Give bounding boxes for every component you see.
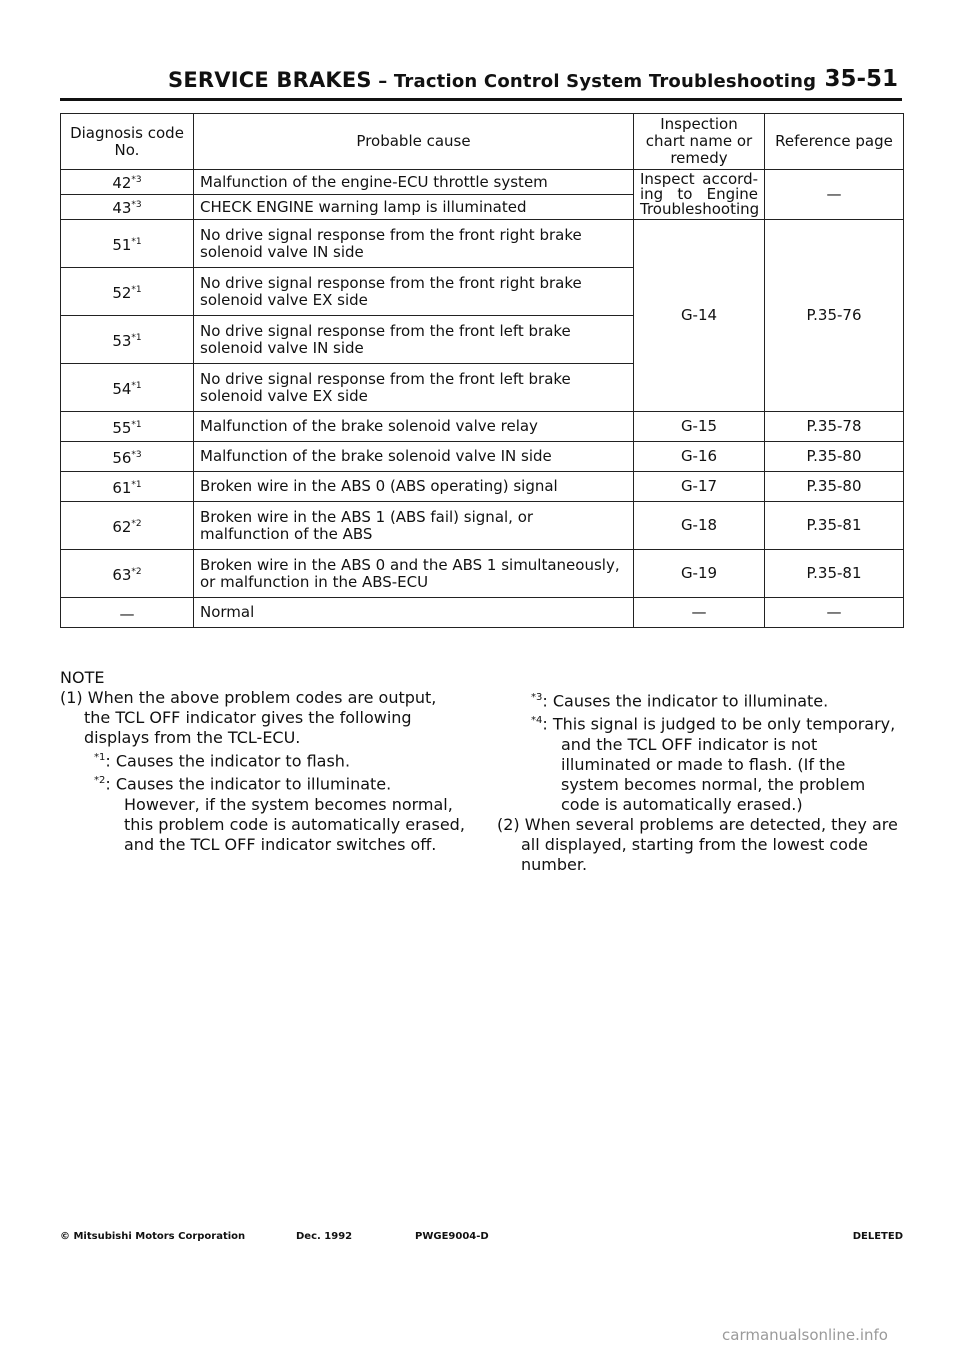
column-header: Reference page [765,114,904,170]
cause-cell: Malfunction of the brake solenoid valve IN side [194,442,634,472]
cause-cell: No drive signal response from the front right brake solenoid valve EX side [194,268,634,316]
note-star-3: $^{*3}$: Causes the indicator to illuminate. [531,691,829,711]
column-header: Probable cause [194,114,634,170]
title-separator: – [371,71,394,92]
table-row [61,412,904,442]
code-cell: 56$^{*3}$ [61,442,194,472]
note-star-4: $^{*4}$: This signal is judged to be only temporary, and the TCL OFF indicator is not illuminated or made to flash. (If the system becomes normal, the problem code is automatically erased.) [531,714,896,814]
cause-cell: Malfunction of the brake solenoid valve relay [194,412,634,442]
chart-cell: — [634,598,765,628]
note-star-2: $^{*2}$: Causes the indicator to illuminate. However, if the system becomes normal, this problem code is automatically erased, and the TCL OFF indicator switches off. [94,774,465,854]
watermark: carmanualsonline.info [722,1326,888,1344]
table-row [61,598,904,628]
title-subtitle: Traction Control System Troubleshooting [393,71,817,92]
ref-cell: — [765,598,904,628]
ref-cell: P.35-81 [765,502,904,550]
code-cell: 51$^{*1}$ [61,220,194,268]
footer-date: Dec. 1992 [296,1231,353,1242]
table-row [61,550,904,598]
cause-cell: Normal [194,598,634,628]
document-code: PWGE9004-D [415,1231,489,1242]
note-heading: NOTE [60,668,105,687]
status-label: DELETED [852,1231,903,1242]
cause-cell: No drive signal response from the front left brake solenoid valve IN side [194,316,634,364]
note-left-column [60,668,465,855]
page-header [60,66,902,101]
ref-cell: P.35-76 [765,220,904,412]
cause-cell: Broken wire in the ABS 0 (ABS operating) signal [194,472,634,502]
chart-cell: G-14 [634,220,765,412]
code-cell: 61$^{*1}$ [61,472,194,502]
note-item-1: (1) When the above problem codes are output, the TCL OFF indicator gives the following displays from the TCL-ECU. [60,688,437,747]
column-header: Diagnosis code No. [61,114,194,170]
chart-cell: G-18 [634,502,765,550]
ref-cell: P.35-80 [765,472,904,502]
table-row [61,220,904,268]
cause-cell: Malfunction of the engine-ECU throttle system [194,170,634,195]
cause-cell: No drive signal response from the front left brake solenoid valve EX side [194,364,634,412]
code-cell: 62$^{*2}$ [61,502,194,550]
code-cell: 53$^{*1}$ [61,316,194,364]
code-cell: — [61,598,194,628]
diagnosis-table [60,113,904,628]
copyright: © Mitsubishi Motors Corporation [60,1231,246,1242]
page-title [168,68,816,92]
chart-cell: G-15 [634,412,765,442]
code-cell: 54$^{*1}$ [61,364,194,412]
cause-cell: CHECK ENGINE warning lamp is illuminated [194,195,634,220]
ref-cell: P.35-81 [765,550,904,598]
ref-cell: — [765,170,904,220]
code-cell: 52$^{*1}$ [61,268,194,316]
title-main: SERVICE BRAKES [168,68,372,92]
chart-cell: G-16 [634,442,765,472]
column-header: Inspection chart name or remedy [634,114,765,170]
code-cell: 63$^{*2}$ [61,550,194,598]
chart-cell: Inspect accord- ing to Engine Troubleshooting [634,170,765,220]
note-item-2: (2) When several problems are detected, they are all displayed, starting from the lowest code number. [497,814,898,874]
table-row [61,502,904,550]
note-star-1: $^{*1}$: Causes the indicator to flash. [94,751,351,771]
chart-cell: G-17 [634,472,765,502]
cause-cell: No drive signal response from the front right brake solenoid valve IN side [194,220,634,268]
table-row [61,472,904,502]
page-number: 35-51 [824,66,898,92]
cause-cell: Broken wire in the ABS 1 (ABS fail) signal, or malfunction of the ABS [194,502,634,550]
page-footer [60,1231,903,1251]
ref-cell: P.35-78 [765,412,904,442]
code-cell: 42$^{*3}$ [61,170,194,195]
table-header-row [61,114,904,170]
table-row [61,442,904,472]
code-cell: 55$^{*1}$ [61,412,194,442]
chart-cell: G-19 [634,550,765,598]
note-right-column [497,688,903,875]
cause-cell: Broken wire in the ABS 0 and the ABS 1 simultaneously, or malfunction in the ABS-ECU [194,550,634,598]
code-cell: 43$^{*3}$ [61,195,194,220]
table-row [61,170,904,195]
ref-cell: P.35-80 [765,442,904,472]
